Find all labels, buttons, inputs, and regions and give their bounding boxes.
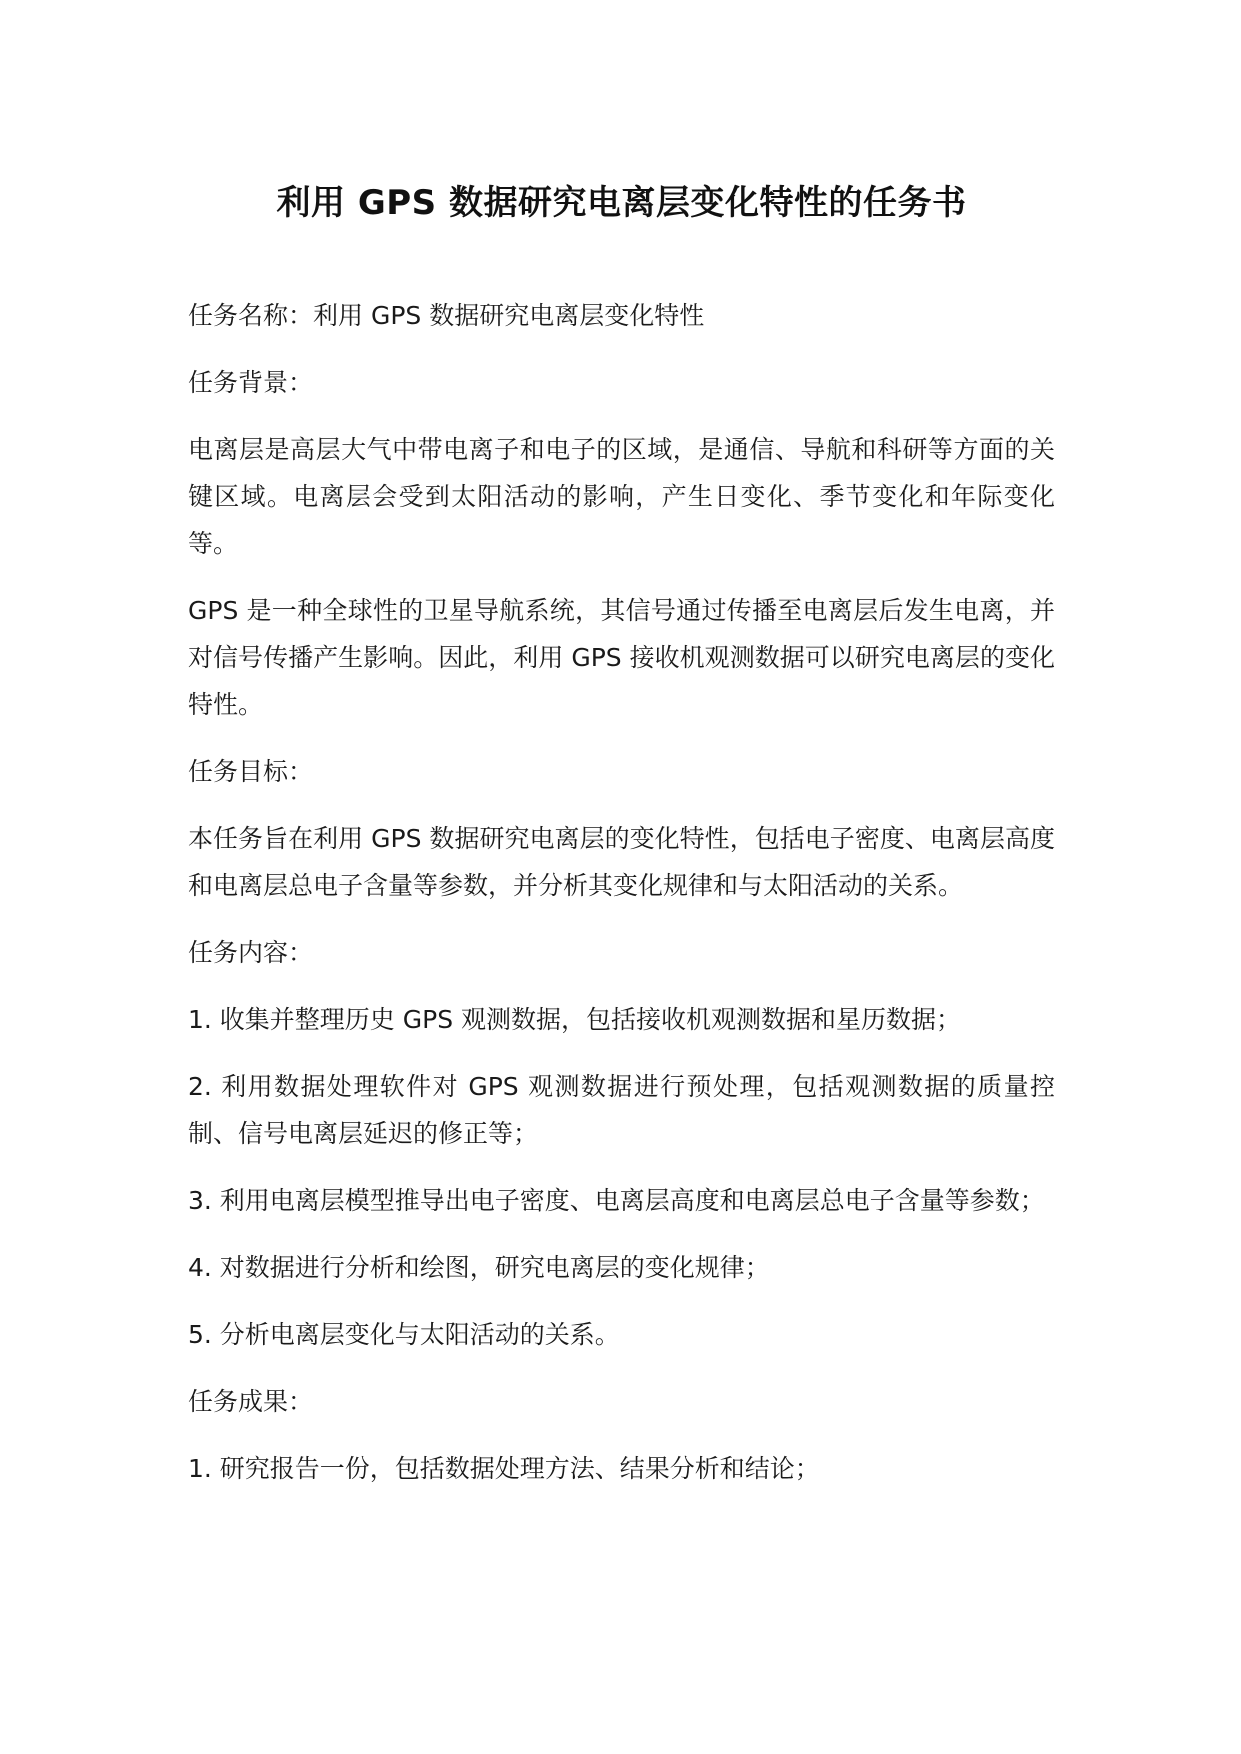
content-item-3: 3. 利用电离层模型推导出电子密度、电离层高度和电离层总电子含量等参数； — [188, 1186, 1045, 1215]
content-item-1: 1. 收集并整理历史 GPS 观测数据，包括接收机观测数据和星历数据； — [188, 1005, 962, 1034]
section-heading-background: 任务背景： — [188, 368, 314, 397]
content-item-4: 4. 对数据进行分析和绘图，研究电离层的变化规律； — [188, 1253, 770, 1282]
task-name-line: 任务名称：利用 GPS 数据研究电离层变化特性 — [188, 301, 705, 330]
section-heading-content: 任务内容： — [188, 938, 314, 967]
document-title: 利用 GPS 数据研究电离层变化特性的任务书 — [276, 183, 967, 223]
section-heading-objective: 任务目标： — [188, 757, 314, 786]
deliverable-item-1: 1. 研究报告一份，包括数据处理方法、结果分析和结论； — [188, 1454, 820, 1483]
objective-paragraph: 本任务旨在利用 GPS 数据研究电离层的变化特性，包括电子密度、电离层高度和电离层总电子含量等参数，并分析其变化规律和与太阳活动的关系。 — [188, 824, 1055, 900]
background-paragraph-gps: GPS 是一种全球性的卫星导航系统，其信号通过传播至电离层后发生电离，并对信号传播产生影响。因此，利用 GPS 接收机观测数据可以研究电离层的变化特性。 — [188, 596, 1055, 719]
content-item-5: 5. 分析电离层变化与太阳活动的关系。 — [188, 1320, 620, 1349]
section-heading-deliverables: 任务成果： — [188, 1387, 314, 1416]
content-item-2: 2. 利用数据处理软件对 GPS 观测数据进行预处理，包括观测数据的质量控制、信号电离层延迟的修正等； — [188, 1072, 1055, 1148]
background-paragraph-ionosphere: 电离层是高层大气中带电离子和电子的区域，是通信、导航和科研等方面的关键区域。电离层会受到太阳活动的影响，产生日变化、季节变化和年际变化等。 — [188, 435, 1055, 558]
